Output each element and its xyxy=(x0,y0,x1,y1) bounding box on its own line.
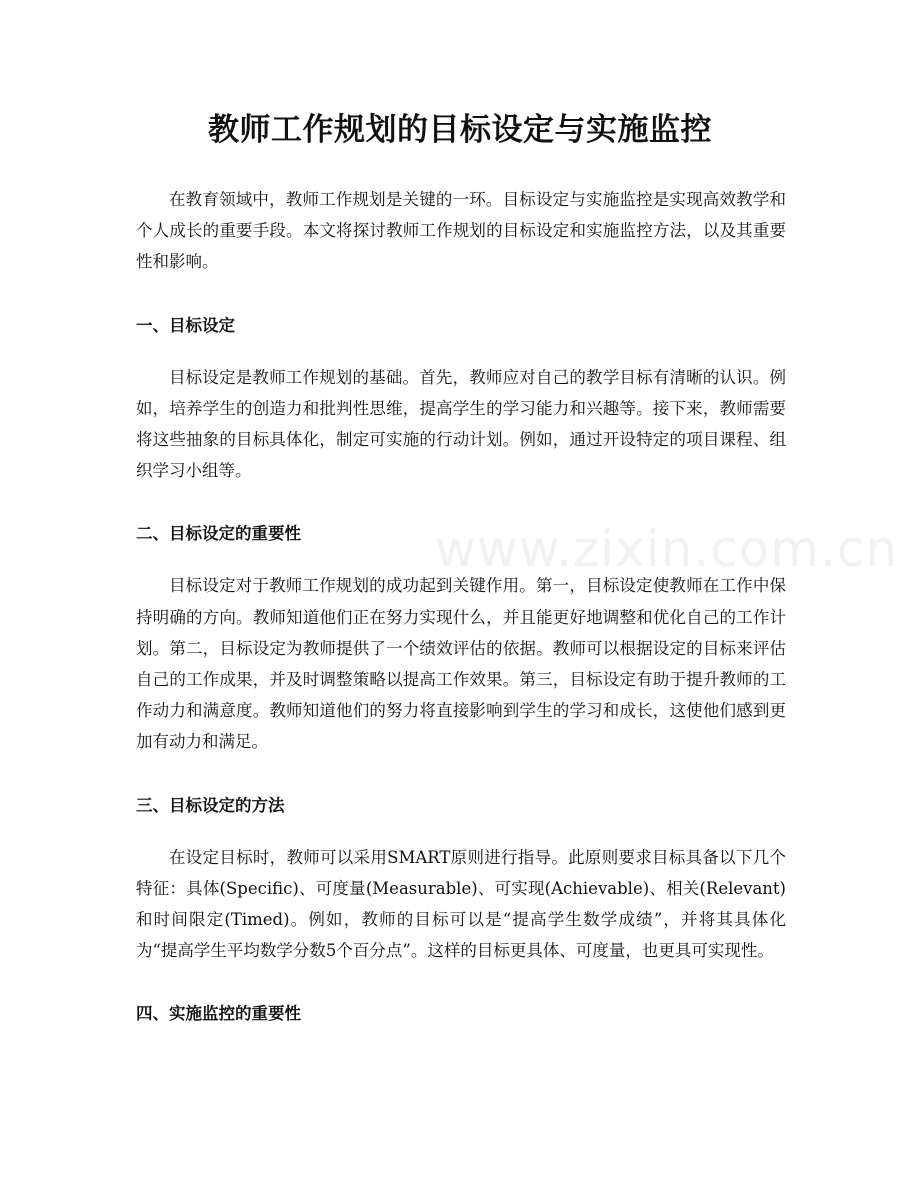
document-body xyxy=(136,184,786,1026)
section-heading-3: 三、目标设定的方法 xyxy=(136,795,285,815)
section-heading-4: 四、实施监控的重要性 xyxy=(136,1004,301,1024)
section-paragraph-1: 目标设定是教师工作规划的基础。首先，教师应对自己的教学目标有清晰的认识。例如，培养学生的创造力和批判性思维，提高学生的学习能力和兴趣等。接下来，教师需要将这些抽象的目标具体化，制定可实施的行动计划。例如，通过开设特定的项目课程、组织学习小组等。 xyxy=(136,367,786,481)
section-paragraph-3: 在设定目标时，教师可以采用SMART原则进行指导。此原则要求目标具备以下几个特征：具体(Specific)、可度量(Measurable)、可实现(Achievable)、相关(Relevant)和时间限定(Timed)。例如，教师的目标可以是“提高学生数学成绩”，并将其具体化为“提高学生平均数学分数5个百分点”。这样的目标更具体、可度量，也更具可实现性。 xyxy=(136,847,786,961)
section-heading-1: 一、目标设定 xyxy=(136,315,235,335)
watermark: www.zixin.com.cn xyxy=(435,520,899,578)
document-title: 教师工作规划的目标设定与实施监控 xyxy=(208,112,712,148)
section-paragraph-2: 目标设定对于教师工作规划的成功起到关键作用。第一，目标设定使教师在工作中保持明确的方向。教师知道他们正在努力实现什么，并且能更好地调整和优化自己的工作计划。第二，目标设定为教师提供了一个绩效评估的依据。教师可以根据设定的目标来评估自己的工作成果，并及时调整策略以提高工作效果。第三，目标设定有助于提升教师的工作动力和满意度。教师知道他们的努力将直接影响到学生的学习和成长，这使他们感到更加有动力和满足。 xyxy=(136,576,786,752)
intro-paragraph: 在教育领域中，教师工作规划是关键的一环。目标设定与实施监控是实现高效教学和个人成长的重要手段。本文将探讨教师工作规划的目标设定和实施监控方法，以及其重要性和影响。 xyxy=(136,190,786,272)
section-heading-2: 二、目标设定的重要性 xyxy=(136,524,301,544)
